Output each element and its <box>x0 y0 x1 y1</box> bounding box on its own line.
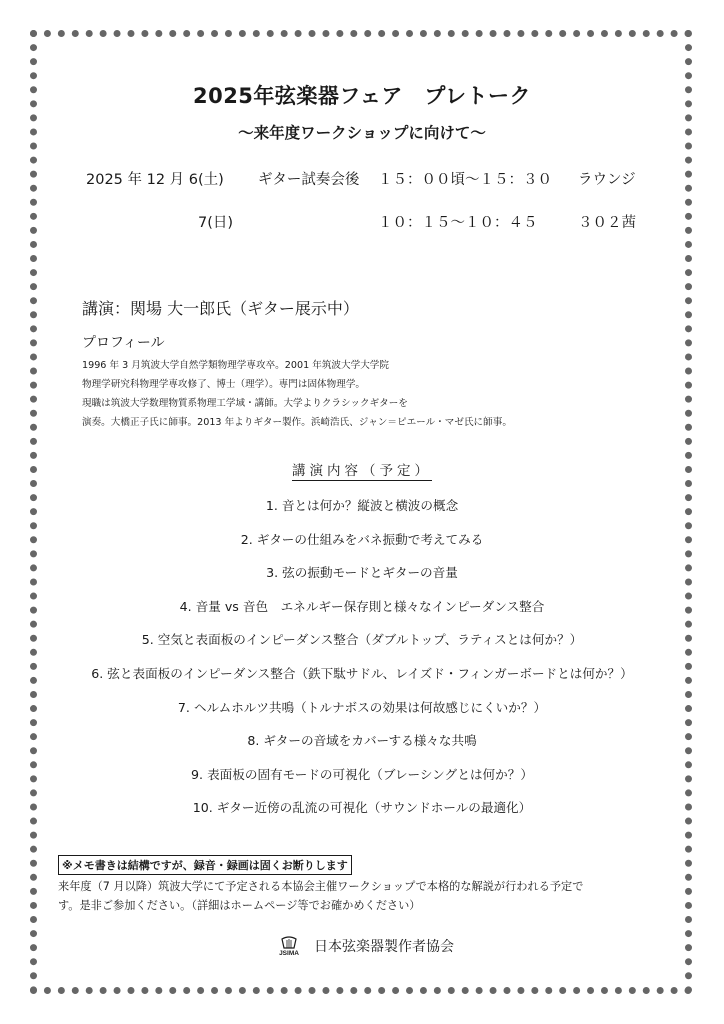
profile-line: 現職は筑波大学数理物質系物理工学域・講師。大学よりクラシックギターを <box>82 398 408 409</box>
profile-heading: プロフィール <box>82 335 165 351</box>
list-item: 8. ギターの音域をカバーする様々な共鳴 <box>247 733 477 749</box>
list-item: 6. 弦と表面板のインピーダンス整合（鉄下駄サドル、レイズド・フィンガーボードとは何か？） <box>91 665 633 681</box>
list-item: 9. 表面板の固有モードの可視化（ブレーシングとは何か？） <box>191 766 533 782</box>
list-item: 7. ヘルムホルツ共鳴（トルナボスの効果は何故感じにくいか？） <box>177 699 547 715</box>
list-item: 4. 音量 vs 音色 エネルギー保存則と様々なインピーダンス整合 <box>179 598 545 614</box>
logo-text: JSIMA <box>279 950 299 956</box>
event-title: 2025年弦楽器フェア プレトーク <box>192 84 532 108</box>
event-subtitle: ～来年度ワークショップに向けて～ <box>238 124 486 142</box>
list-item: 2. ギターの仕組みをバネ振動で考えてみる <box>240 531 484 547</box>
schedule-place-1: ラウンジ <box>578 172 636 188</box>
profile-line: 1996 年 3 月筑波大学自然学類物理学専攻卒。2001 年筑波大学大学院 <box>82 360 389 371</box>
recording-note: ※メモ書きは結構ですが、録音・録画は固くお断りします <box>58 855 352 875</box>
profile-line: 演奏。大橋正子氏に師事。2013 年よりギター製作。浜崎浩氏、ジャン＝ピエール・マゼ氏に師事。 <box>82 417 512 428</box>
notice-line: す。是非ご参加ください。（詳細はホームページ等でお確かめください） <box>58 899 421 912</box>
footer <box>0 936 724 956</box>
notice-line: 来年度（7 月以降）筑波大学にて予定される本協会主催ワークショップで本格的な解説が行われる予定で <box>58 880 584 893</box>
schedule-place-2: ３０２茜 <box>578 215 636 231</box>
list-item: 5. 空気と表面板のインピーダンス整合（ダブルトップ、ラティスとは何か？） <box>141 632 583 648</box>
schedule-date-1: 2025 年 12 月 6(土) <box>86 172 224 188</box>
list-item: 3. 弦の振動モードとギターの音量 <box>266 565 458 581</box>
schedule-time-2: １０：１５～１０：４５ <box>378 215 538 231</box>
lecturer-line: 講演：関場 大一郎氏（ギター展示中） <box>82 299 359 318</box>
workshop-notice <box>58 877 583 915</box>
lyre-logo-icon <box>270 936 308 956</box>
schedule-time-1: １５：００頃～１５：３０ <box>378 172 552 188</box>
profile-line: 物理学研究科物理学専攻修了、博士（理学）。専門は固体物理学。 <box>82 379 366 390</box>
contents-heading-text: 講演内容（予定） <box>292 463 432 479</box>
schedule-date-2: 7(日) <box>198 215 234 231</box>
profile-text <box>82 356 512 432</box>
contents-heading <box>0 459 724 479</box>
schedule-note-1: ギター試奏会後 <box>258 172 360 188</box>
contents-list <box>0 495 724 831</box>
list-item: 10. ギター近傍の乱流の可視化（サウンドホールの最適化） <box>192 800 532 816</box>
organization-name: 日本弦楽器製作者協会 <box>314 939 454 955</box>
list-item: 1. 音とは何か？縦波と横波の概念 <box>265 498 459 513</box>
